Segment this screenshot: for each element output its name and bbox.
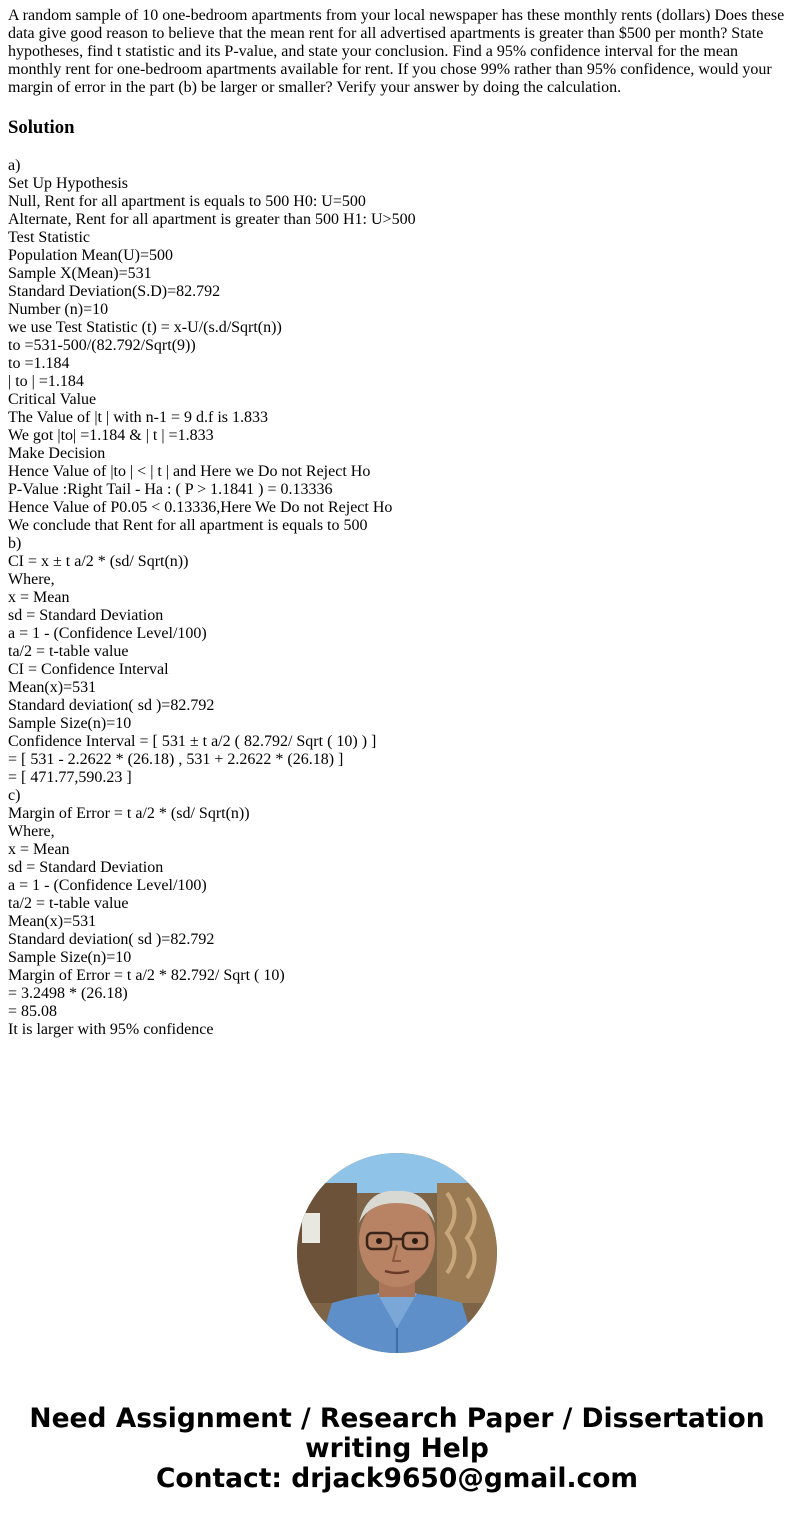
- solution-line: P-Value :Right Tail - Ha : ( P > 1.1841 ) = 0.13336: [8, 481, 333, 498]
- solution-line: we use Test Statistic (t) = x-U/(s.d/Sqrt(n)): [8, 319, 282, 336]
- solution-line: Standard deviation( sd )=82.792: [8, 931, 215, 948]
- solution-line: | to | =1.184: [8, 373, 84, 390]
- solution-heading: Solution: [8, 117, 75, 138]
- solution-line: We got |to| =1.184 & | t | =1.833: [8, 427, 214, 444]
- solution-line: Mean(x)=531: [8, 679, 97, 696]
- solution-line: = 85.08: [8, 1003, 58, 1020]
- solution-line: Confidence Interval = [ 531 ± t a/2 ( 82.792/ Sqrt ( 10) ) ]: [8, 733, 377, 750]
- solution-line: b): [8, 535, 22, 552]
- solution-line: Margin of Error = t a/2 * 82.792/ Sqrt ( 10): [8, 967, 285, 984]
- solution-body: [8, 157, 788, 1039]
- solution-line: Mean(x)=531: [8, 913, 97, 930]
- solution-line: = 3.2498 * (26.18): [8, 985, 128, 1002]
- solution-line: c): [8, 787, 21, 804]
- solution-line: Standard Deviation(S.D)=82.792: [8, 283, 221, 300]
- solution-line: x = Mean: [8, 841, 70, 858]
- banner-line-1: Need Assignment / Research Paper / Dissertation: [29, 1403, 765, 1434]
- banner-line-2: writing Help: [305, 1433, 489, 1464]
- solution-line: The Value of |t | with n-1 = 9 d.f is 1.833: [8, 409, 268, 426]
- solution-line: = [ 531 - 2.2622 * (26.18) , 531 + 2.2622 * (26.18) ]: [8, 751, 344, 768]
- solution-line: a): [8, 157, 21, 174]
- solution-line: Sample X(Mean)=531: [8, 265, 152, 282]
- question-text: A random sample of 10 one-bedroom apartments from your local newspaper has these monthly rents (dollars) Does these data give good reason to believe that the mean rent for all advertised apartments is greater than $500 per month? State hypotheses, find t statistic and its P-value, and state your conclusion. Find a 95% confidence interval for the mean monthly rent for one-bedroom apartments available for rent. If you chose 99% rather than 95% confidence, would your margin of error in the part (b) be larger or smaller? Verify your answer by doing the calculation.: [8, 7, 785, 96]
- solution-line: x = Mean: [8, 589, 70, 606]
- solution-line: Hence Value of |to | < | t | and Here we Do not Reject Ho: [8, 463, 371, 480]
- author-avatar: [297, 1153, 497, 1353]
- solution-line: = [ 471.77,590.23 ]: [8, 769, 132, 786]
- solution-line: sd = Standard Deviation: [8, 607, 164, 624]
- solution-line: CI = x ± t a/2 * (sd/ Sqrt(n)): [8, 553, 189, 570]
- solution-line: to =1.184: [8, 355, 70, 372]
- solution-line: Null, Rent for all apartment is equals to 500 H0: U=500: [8, 193, 366, 210]
- solution-line: ta/2 = t-table value: [8, 643, 129, 660]
- solution-line: Where,: [8, 823, 55, 840]
- solution-line: Make Decision: [8, 445, 106, 462]
- solution-line: Sample Size(n)=10: [8, 715, 132, 732]
- solution-line: a = 1 - (Confidence Level/100): [8, 877, 207, 894]
- contact-banner: [0, 1404, 794, 1494]
- solution-line: sd = Standard Deviation: [8, 859, 164, 876]
- solution-line: Hence Value of P0.05 < 0.13336,Here We Do not Reject Ho: [8, 499, 393, 516]
- solution-line: Margin of Error = t a/2 * (sd/ Sqrt(n)): [8, 805, 250, 822]
- banner-contact-line: Contact: drjack9650@gmail.com: [155, 1463, 639, 1494]
- solution-line: Standard deviation( sd )=82.792: [8, 697, 215, 714]
- solution-line: Alternate, Rent for all apartment is greater than 500 H1: U>500: [8, 211, 416, 228]
- solution-line: Critical Value: [8, 391, 97, 408]
- solution-line: Population Mean(U)=500: [8, 247, 173, 264]
- solution-line: Sample Size(n)=10: [8, 949, 132, 966]
- solution-line: CI = Confidence Interval: [8, 661, 169, 678]
- solution-line: to =531-500/(82.792/Sqrt(9)): [8, 337, 196, 354]
- solution-line: a = 1 - (Confidence Level/100): [8, 625, 207, 642]
- solution-line: Where,: [8, 571, 55, 588]
- solution-line: It is larger with 95% confidence: [8, 1021, 214, 1038]
- solution-line: Number (n)=10: [8, 301, 109, 318]
- solution-line: Set Up Hypothesis: [8, 175, 128, 192]
- solution-line: ta/2 = t-table value: [8, 895, 129, 912]
- solution-line: Test Statistic: [8, 229, 90, 246]
- solution-line: We conclude that Rent for all apartment is equals to 500: [8, 517, 368, 534]
